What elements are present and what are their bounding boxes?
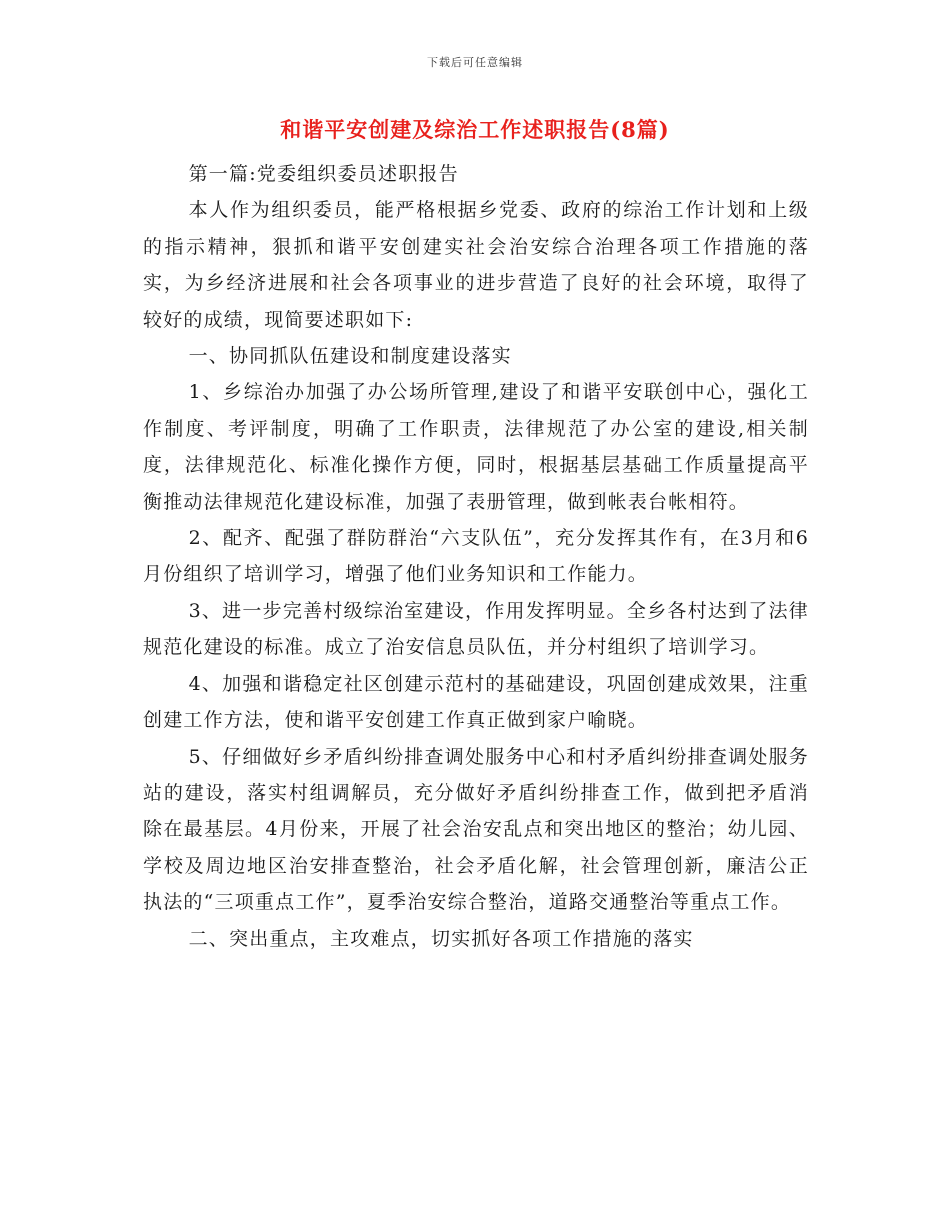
header-note: 下载后可任意编辑 [427, 56, 523, 69]
document-body [143, 156, 809, 957]
paragraph-item-5: 5、仔细做好乡矛盾纠纷排查调处服务中心和村矛盾纠纷排查调处服务站的建设，落实村组调解员，充分做好矛盾纠纷排查工作，做到把矛盾消除在最基层。4月份来，开展了社会治安乱点和突出地区的整治；幼儿园、学校及周边地区治安排查整治，社会矛盾化解，社会管理创新，廉洁公正执法的“三项重点工作”，夏季治安综合整治，道路交通整治等重点工作。 [143, 745, 809, 914]
paragraph-item-2: 2、配齐、配强了群防群治“六支队伍”，充分发挥其作有，在3月和6月份组织了培训学习，增强了他们业务知识和工作能力。 [143, 527, 809, 586]
paragraph-item-4: 4、加强和谐稳定社区创建示范村的基础建设，巩固创建成效果，注重创建工作方法，使和谐平安创建工作真正做到家户喻晓。 [143, 672, 809, 732]
paragraph-item-3: 3、进一步完善村级综治室建设，作用发挥明显。全乡各村达到了法律规范化建设的标准。成立了治安信息员队伍，并分村组织了培训学习。 [143, 599, 809, 659]
section-heading-one: 一、协同抓队伍建设和制度建设落实 [188, 345, 512, 368]
intro-paragraph: 本人作为组织委员，能严格根据乡党委、政府的综治工作计划和上级的指示精神，狠抓和谐平安创建实社会治安综合治理各项工作措施的落实，为乡经济进展和社会各项事业的进步营造了良好的社会环境，取得了较好的成绩，现简要述职如下: [143, 199, 809, 331]
section-heading-two: 二、突出重点，主攻难点，切实抓好各项工作措施的落实 [188, 927, 694, 950]
paragraph-item-1: 1、乡综治办加强了办公场所管理,建设了和谐平安联创中心，强化工作制度、考评制度，明确了工作职责，法律规范了办公室的建设,相关制度，法律规范化、标准化操作方便，同时，根据基层基础工作质量提高平衡推动法律规范化建设标准，加强了表册管理，做到帐表台帐相符。 [143, 381, 809, 513]
section-heading-part-one: 第一篇:党委组织委员述职报告 [188, 163, 459, 185]
document-title: 和谐平安创建及综治工作述职报告(8篇) [280, 117, 670, 142]
